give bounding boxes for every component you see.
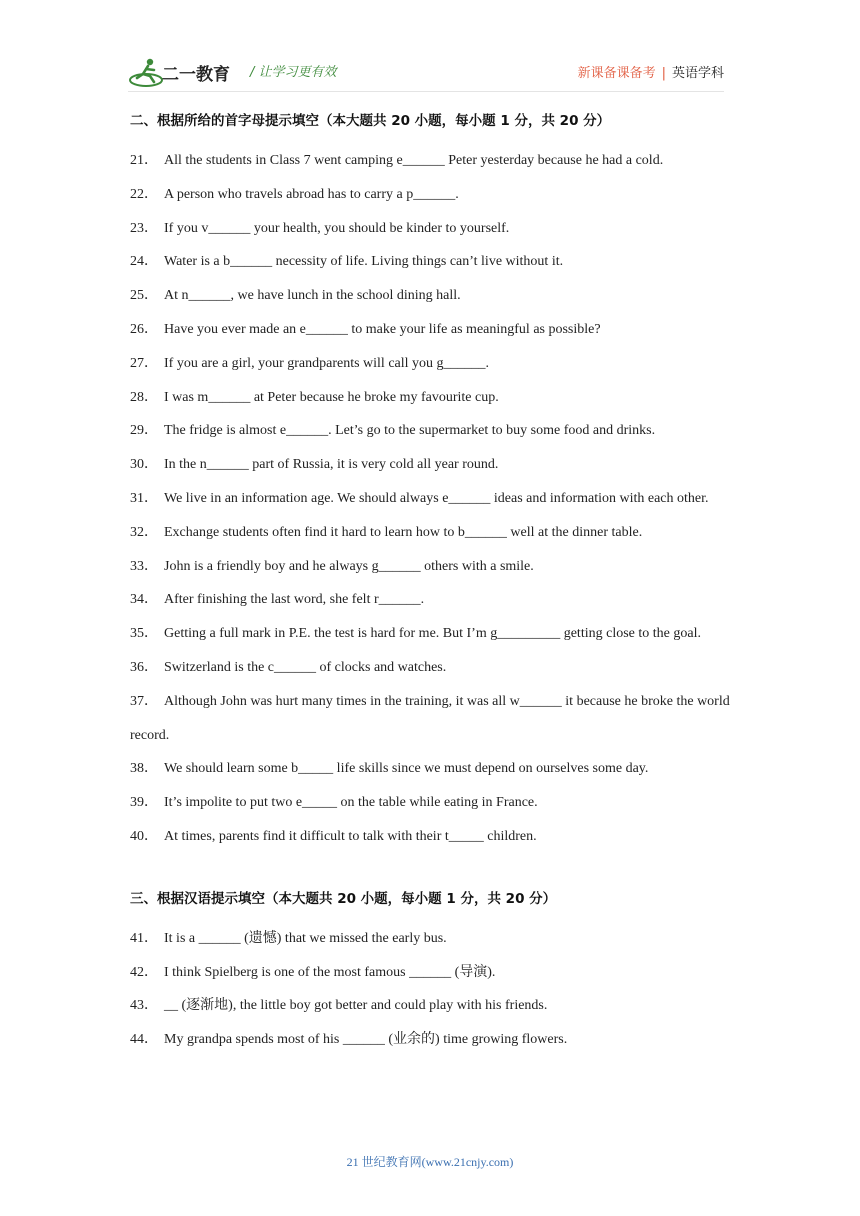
header-divider bbox=[128, 91, 724, 92]
question-item bbox=[130, 178, 730, 212]
question-item bbox=[130, 245, 730, 279]
question-number: 32． bbox=[130, 524, 158, 540]
logo-icon bbox=[128, 56, 240, 90]
question-item bbox=[130, 922, 730, 956]
question-item bbox=[130, 820, 730, 854]
question-item bbox=[130, 786, 730, 820]
subject-label: 英语学科 bbox=[671, 66, 724, 81]
question-item bbox=[130, 617, 730, 651]
question-text: Exchange students often find it hard to learn how to b______ well at the dinner table. bbox=[164, 524, 643, 540]
question-text: It’s impolite to put two e_____ on the table while eating in France. bbox=[164, 795, 538, 811]
question-text: John is a friendly boy and he always g______ others with a smile. bbox=[164, 558, 534, 574]
question-text: Water is a b______ necessity of life. Living things can’t live without it. bbox=[164, 254, 564, 270]
question-text: At n______, we have lunch in the school dining hall. bbox=[164, 288, 461, 304]
question-text: We should learn some b_____ life skills since we must depend on ourselves some day. bbox=[164, 761, 649, 777]
question-text: Getting a full mark in P.E. the test is hard for me. But I’m g_________ getting close to the goal. bbox=[164, 626, 701, 642]
question-number: 25． bbox=[130, 288, 158, 304]
question-number: 35． bbox=[130, 626, 158, 642]
question-item bbox=[130, 313, 730, 347]
question-item bbox=[130, 482, 730, 516]
question-number: 30． bbox=[130, 457, 158, 473]
question-item bbox=[130, 1023, 730, 1057]
question-text: A person who travels abroad has to carry a p______. bbox=[164, 186, 459, 202]
question-item bbox=[130, 989, 730, 1023]
page-footer: 21 世纪教育网(www.21cnjy.com) bbox=[346, 1155, 514, 1169]
question-text: __ (逐渐地), the little boy got better and could play with his friends. bbox=[164, 998, 548, 1014]
question-number: 24． bbox=[130, 254, 158, 270]
section-3-questions bbox=[130, 922, 730, 1057]
question-text: At times, parents find it difficult to talk with their t_____ children. bbox=[164, 828, 537, 844]
question-number: 38． bbox=[130, 761, 158, 777]
question-text: I was m______ at Peter because he broke my favourite cup. bbox=[164, 389, 499, 405]
question-text: After finishing the last word, she felt r______. bbox=[164, 592, 425, 608]
question-number: 36． bbox=[130, 659, 158, 675]
question-item bbox=[130, 279, 730, 313]
question-text: Have you ever made an e______ to make your life as meaningful as possible? bbox=[164, 321, 601, 337]
question-text: Although John was hurt many times in the training, it was all w______ it because he broke the world record. bbox=[130, 693, 730, 743]
question-text: I think Spielberg is one of the most famous ______ (导演). bbox=[164, 964, 496, 980]
question-text: If you v______ your health, you should be kinder to yourself. bbox=[164, 220, 510, 236]
question-item bbox=[130, 347, 730, 381]
document-body bbox=[130, 110, 730, 1057]
question-number: 31． bbox=[130, 490, 158, 506]
question-number: 37． bbox=[130, 693, 158, 709]
question-text: If you are a girl, your grandparents will call you g______. bbox=[164, 355, 490, 371]
question-item bbox=[130, 685, 730, 753]
question-text: It is a ______ (遗憾) that we missed the early bus. bbox=[164, 930, 447, 946]
question-text: All the students in Class 7 went camping e______ Peter yesterday because he had a cold. bbox=[164, 153, 664, 168]
question-item bbox=[130, 583, 730, 617]
question-item bbox=[130, 212, 730, 246]
question-number: 28． bbox=[130, 389, 158, 405]
header-tag: 新课备课备考 bbox=[577, 66, 656, 81]
question-text: In the n______ part of Russia, it is very cold all year round. bbox=[164, 457, 499, 473]
question-number: 40． bbox=[130, 828, 158, 844]
slogan: / 让学习更有效 bbox=[250, 65, 337, 80]
page-header bbox=[128, 56, 728, 92]
question-item bbox=[130, 752, 730, 786]
question-item bbox=[130, 448, 730, 482]
question-text: Switzerland is the c______ of clocks and watches. bbox=[164, 659, 447, 675]
question-number: 27． bbox=[130, 355, 158, 371]
question-text: The fridge is almost e______. Let’s go to the supermarket to buy some food and drinks. bbox=[164, 423, 656, 439]
question-number: 22． bbox=[130, 186, 158, 202]
question-number: 34． bbox=[130, 592, 158, 608]
question-number: 43． bbox=[130, 998, 158, 1014]
question-item bbox=[130, 414, 730, 448]
question-number: 21． bbox=[130, 153, 158, 168]
section-2-title: 二、根据所给的首字母提示填空（本大题共 20 小题，每小题 1 分，共 20 分） bbox=[130, 113, 611, 129]
question-number: 44． bbox=[130, 1032, 158, 1048]
question-number: 26． bbox=[130, 321, 158, 337]
question-text: My grandpa spends most of his ______ (业余的) time growing flowers. bbox=[164, 1032, 568, 1048]
question-item bbox=[130, 381, 730, 415]
question-item bbox=[130, 144, 730, 178]
question-item bbox=[130, 516, 730, 550]
header-separator: | bbox=[661, 66, 666, 81]
question-text: We live in an information age. We should always e______ ideas and information with each other. bbox=[164, 490, 709, 506]
question-item bbox=[130, 651, 730, 685]
question-item bbox=[130, 956, 730, 990]
question-number: 23． bbox=[130, 220, 158, 236]
logo-text: 二一教育 bbox=[162, 65, 230, 85]
question-number: 39． bbox=[130, 795, 158, 811]
header-right bbox=[578, 62, 724, 81]
question-item bbox=[130, 550, 730, 584]
section-3-title: 三、根据汉语提示填空（本大题共 20 小题，每小题 1 分，共 20 分） bbox=[130, 890, 557, 907]
question-number: 42． bbox=[130, 964, 158, 980]
question-number: 33． bbox=[130, 558, 158, 574]
question-number: 41． bbox=[130, 930, 158, 946]
question-number: 29． bbox=[130, 423, 158, 439]
section-2-questions bbox=[130, 144, 730, 854]
